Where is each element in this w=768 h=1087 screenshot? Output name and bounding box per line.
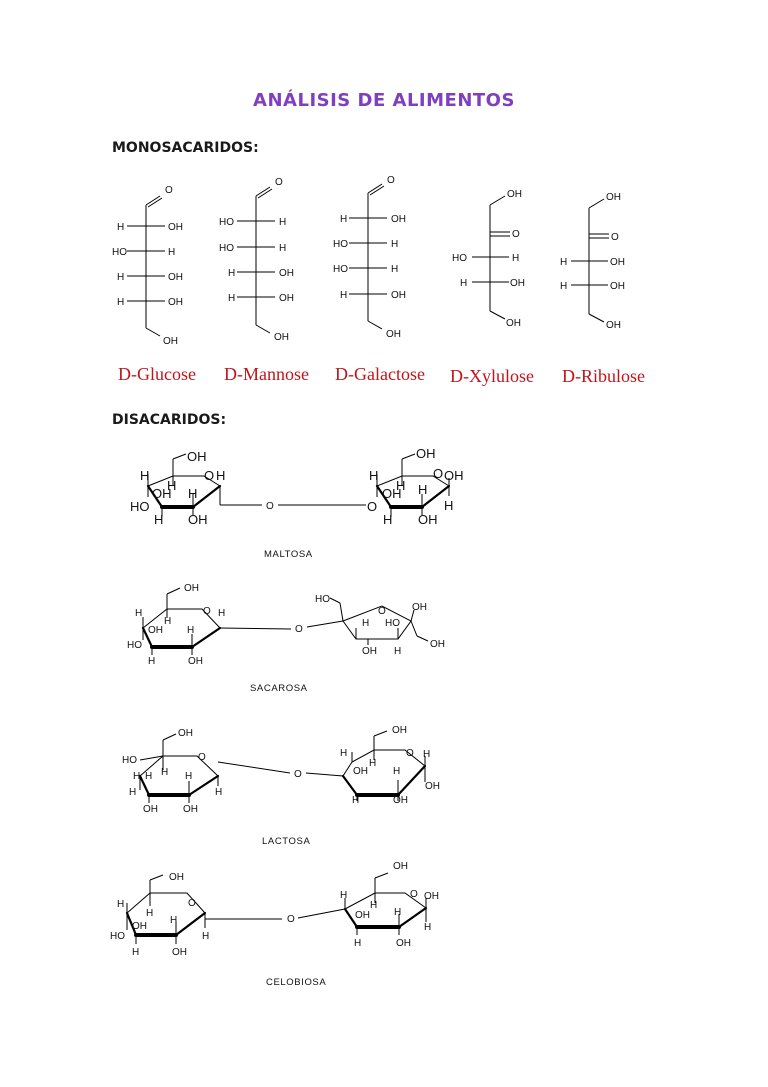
atom-label: H	[370, 900, 378, 911]
atom-label: H	[423, 749, 431, 760]
mannose-r4-left: H	[228, 293, 236, 304]
atom-label: HO	[127, 640, 142, 651]
galactose-r4-left: H	[340, 290, 348, 301]
galactose-r2-left: HO	[333, 239, 348, 250]
ribulose-bottom: OH	[606, 320, 621, 331]
atom-label: OH	[183, 804, 198, 815]
atom-label: O	[266, 501, 274, 512]
atom-label: OH	[416, 446, 436, 461]
atom-label: H	[117, 899, 125, 910]
atom-label: OH	[187, 449, 207, 464]
atom-label: H	[216, 468, 226, 483]
atom-label: H	[146, 908, 154, 919]
mannose-r3-left: H	[228, 268, 236, 279]
glucose-r2-right: H	[168, 247, 176, 258]
atom-label: H	[418, 482, 428, 497]
galactose-top: O	[387, 175, 395, 186]
glucose-r1-right: OH	[168, 222, 183, 233]
atom-label: OH	[172, 947, 187, 958]
name-d-xylulose: D-Xylulose	[450, 366, 534, 386]
fischer-d-xylulose	[472, 196, 510, 319]
galactose-bottom: OH	[386, 329, 401, 340]
atom-label: H	[444, 498, 454, 513]
galactose-r3-right: H	[391, 264, 399, 275]
atom-label: O	[294, 769, 302, 780]
atom-label: H	[140, 468, 150, 483]
atom-label: H	[185, 771, 193, 782]
section-disacaridos: DISACARIDOS:	[112, 412, 227, 428]
atom-label: O	[367, 499, 378, 514]
atom-label: OH	[353, 766, 368, 777]
atom-label: H	[129, 787, 137, 798]
glucose-r4-left: H	[117, 297, 125, 308]
mannose-r3-right: OH	[279, 268, 294, 279]
atom-label: H	[148, 656, 156, 667]
atom-label: HO	[315, 594, 330, 605]
atom-label: H	[215, 787, 223, 798]
atom-label: H	[154, 512, 164, 527]
glucose-r3-left: H	[117, 272, 125, 283]
atom-label: OH	[143, 804, 158, 815]
atom-label: H	[164, 616, 172, 627]
atom-label: HO	[122, 755, 137, 766]
section-monosacaridos: MONOSACARIDOS:	[112, 140, 259, 156]
atom-label: OH	[152, 486, 172, 501]
atom-label: OH	[425, 781, 440, 792]
atom-label: H	[167, 478, 177, 493]
glucose-r4-right: OH	[168, 297, 183, 308]
glucose-top: O	[165, 185, 173, 196]
glucose-bottom: OH	[163, 336, 178, 347]
atom-label: OH	[396, 938, 411, 949]
atom-label: H	[393, 766, 401, 777]
glucose-r3-right: OH	[168, 272, 183, 283]
atom-label: H	[145, 771, 153, 782]
xylulose-keto: O	[512, 229, 520, 240]
mannose-r2-right: H	[279, 243, 287, 254]
atom-label: OH	[412, 602, 427, 613]
atom-label: H	[202, 931, 210, 942]
fischer-d-ribulose	[571, 199, 609, 322]
atom-label: H	[369, 758, 377, 769]
atom-label: HO	[110, 931, 125, 942]
atom-label: OH	[424, 891, 439, 902]
atom-label: OH	[393, 795, 408, 806]
xylulose-bottom: OH	[506, 318, 521, 329]
atom-label: H	[340, 748, 348, 759]
name-d-ribulose: D-Ribulose	[562, 366, 645, 386]
fischer-d-mannose	[237, 187, 275, 333]
galactose-r1-right: OH	[391, 214, 406, 225]
ribulose-r2-left: H	[560, 281, 568, 292]
lactosa-structure	[140, 731, 425, 803]
atom-label: H	[340, 890, 348, 901]
atom-label: O	[203, 606, 211, 617]
mannose-bottom: OH	[274, 332, 289, 343]
galactose-r3-left: HO	[333, 264, 348, 275]
xylulose-r1-right: H	[512, 253, 520, 264]
ribulose-r1-left: H	[560, 257, 568, 268]
atom-label: OH	[362, 646, 377, 657]
mannose-r2-left: HO	[219, 243, 234, 254]
atom-label: O	[295, 624, 303, 635]
caption-sacarosa: SACAROSA	[250, 683, 308, 694]
atom-label: H	[369, 468, 379, 483]
atom-label: OH	[188, 656, 203, 667]
ribulose-r1-right: OH	[610, 257, 625, 268]
name-d-mannose: D-Mannose	[224, 364, 309, 384]
ribulose-keto: O	[611, 232, 619, 243]
atom-label: H	[170, 915, 178, 926]
caption-lactosa: LACTOSA	[262, 836, 311, 847]
glucose-r2-left: HO	[112, 247, 127, 258]
page-title: ANÁLISIS DE ALIMENTOS	[253, 90, 515, 111]
atom-label: OH	[148, 625, 163, 636]
atom-label: H	[135, 608, 143, 619]
fischer-d-glucose	[127, 196, 165, 336]
atom-label: H	[352, 795, 360, 806]
ribulose-r2-right: OH	[610, 281, 625, 292]
mannose-r1-right: H	[279, 217, 287, 228]
atom-label: OH	[132, 921, 147, 932]
atom-label: OH	[393, 861, 408, 872]
atom-label: H	[396, 478, 406, 493]
mannose-top: O	[275, 177, 283, 188]
atom-label: OH	[188, 512, 208, 527]
xylulose-top: OH	[507, 189, 522, 200]
xylulose-r2-right: OH	[510, 278, 525, 289]
ribulose-top: OH	[606, 192, 621, 203]
xylulose-r1-left: HO	[452, 253, 467, 264]
fischer-d-galactose	[349, 184, 387, 329]
atom-label: H	[424, 922, 432, 933]
name-d-galactose: D-Galactose	[335, 364, 425, 384]
atom-label: HO	[130, 499, 150, 514]
atom-label: H	[187, 625, 195, 636]
caption-maltosa: MALTOSA	[264, 549, 313, 560]
galactose-r1-left: H	[340, 214, 348, 225]
mannose-r4-right: OH	[279, 293, 294, 304]
atom-label: OH	[355, 910, 370, 921]
atom-label: H	[132, 947, 140, 958]
atom-label: OH	[382, 486, 402, 501]
atom-label: OH	[392, 725, 407, 736]
atom-label: O	[410, 889, 418, 900]
atom-label: OH	[430, 639, 445, 650]
atom-label: H	[161, 767, 169, 778]
atom-label: O	[406, 748, 414, 759]
atom-label: H	[394, 907, 402, 918]
name-d-glucose: D-Glucose	[118, 364, 196, 384]
atom-label: OH	[169, 872, 184, 883]
atom-label: OH	[184, 583, 199, 594]
atom-label: H	[362, 618, 370, 629]
galactose-r2-right: H	[391, 239, 399, 250]
atom-label: O	[204, 468, 215, 483]
atom-label: O	[198, 752, 206, 763]
atom-label: O	[188, 898, 196, 909]
mannose-r1-left: HO	[219, 217, 234, 228]
caption-celobiosa: CELOBIOSA	[266, 977, 327, 988]
galactose-r4-right: OH	[391, 290, 406, 301]
atom-label: OH	[444, 468, 464, 483]
atom-label: H	[394, 646, 402, 657]
atom-label: O	[433, 466, 444, 481]
atom-label: OH	[418, 512, 438, 527]
atom-label: H	[188, 486, 198, 501]
glucose-r1-left: H	[117, 222, 125, 233]
atom-label: H	[383, 512, 393, 527]
atom-label: O	[287, 914, 295, 925]
atom-label: H	[354, 938, 362, 949]
atom-label: OH	[178, 728, 193, 739]
atom-label: H	[218, 608, 226, 619]
atom-label: H	[133, 771, 141, 782]
xylulose-r2-left: H	[460, 278, 468, 289]
atom-label: HO	[385, 618, 400, 629]
atom-label: O	[378, 606, 386, 617]
